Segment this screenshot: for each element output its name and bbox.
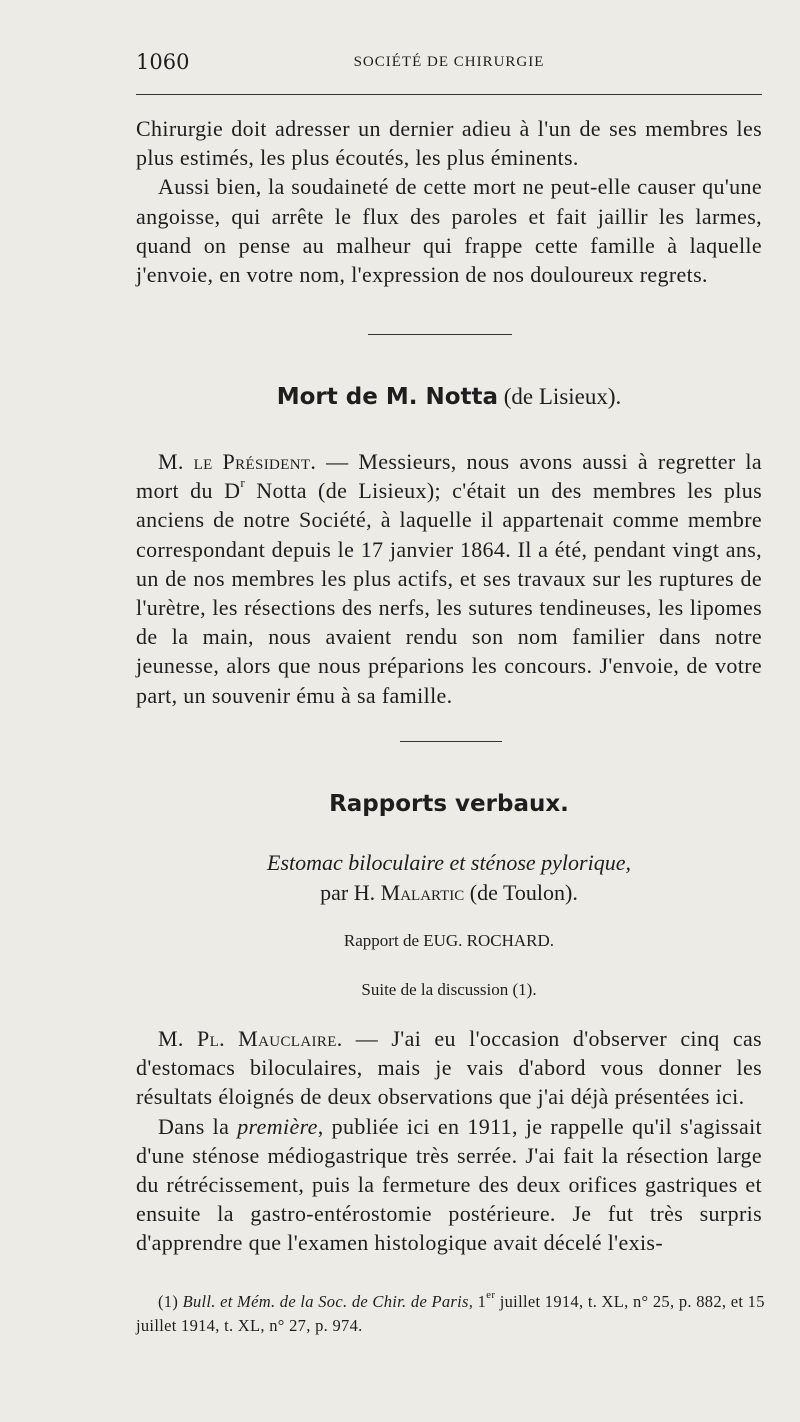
footnote-superscript: er (486, 1289, 496, 1301)
mauclaire-text (136, 1024, 762, 1258)
notta-heading (136, 384, 762, 410)
header-rule (136, 94, 762, 95)
notta-heading-place: (de Lisieux). (498, 384, 622, 409)
footnote-text-b: juillet 1914, t. XL, n° 25, p. 882, et 15 juillet 1914, t. XL, n° 27, p. 974. (136, 1292, 765, 1335)
mauclaire-paragraph-2 (136, 1112, 762, 1258)
speaker-mauclaire: M. Pl. Mauclaire. (158, 1026, 343, 1051)
page-header (136, 50, 762, 80)
author-prefix: par H. (320, 880, 381, 905)
rapports-heading-text: Rapports verbaux. (329, 791, 569, 817)
footnote-reference: Bull. et Mém. de la Soc. de Chir. de Paris, (182, 1292, 474, 1311)
intro-paragraph-1: Chirurgie doit adresser un dernier adieu à l'un de ses membres les plus estimés, les plus écoutés, les plus éminents. (136, 116, 762, 171)
report-subject: Estomac biloculaire et sténose pylorique, (267, 850, 631, 875)
footnote-text-a: 1 (473, 1292, 487, 1311)
mauclaire-text-2-italic: première (237, 1113, 318, 1139)
notta-text-b: Notta (de Lisieux); c'était un des membres les plus anciens de notre Société, à laquelle il appartenait comme membre correspondant depuis le 17 janvier 1864. Il a été, pendant vingt ans, un de nos membres les plus actifs, et ses travaux sur les ruptures de l'urètre, les résections des nerfs, les sutures tendineuses, les lipomes de la main, nous avaient rendu son nom familier dans notre jeunesse, alors que nous préparions les concours. J'envoie, de votre part, un souvenir ému à sa famille. (136, 478, 762, 708)
footnote (136, 1290, 776, 1338)
notta-heading-bold: Mort de M. Notta (276, 384, 499, 410)
report-reporter: Rapport de EUG. ROCHARD. (343, 931, 555, 950)
running-title: SOCIÉTÉ DE CHIRURGIE (353, 54, 545, 70)
notta-text-a: — Messieurs, nous avons aussi à regretter la mort du D (136, 449, 762, 504)
intro-paragraph-2: Aussi bien, la soudaineté de cette mort ne peut-elle causer qu'une angoisse, qui arrête le flux des paroles et fait jaillir les larmes, quand on pense au malheur qui frappe cette famille à laquelle j'envoie, en votre nom, l'expression de nos douloureux regrets. (136, 174, 762, 288)
section-separator (400, 741, 502, 742)
footnote-marker: (1) (158, 1292, 183, 1311)
speaker-president: M. le Président. (158, 449, 317, 474)
notta-text (136, 447, 762, 710)
intro-text (136, 114, 762, 289)
report-author (136, 880, 762, 906)
dr-superscript: r (240, 475, 245, 491)
mauclaire-text-2b: , publiée ici en 1911, je rappelle qu'il s'agissait d'une sténose médiogastrique très serrée. J'ai fait la résection large du rétrécissement, puis la fermeture des deux orifices gastriques et ensuite la gastro-entérostomie postérieure. Je fut très surpris d'apprendre que l'examen histologique avait décelé l'exis- (136, 1113, 762, 1256)
author-name: Malartic (380, 880, 465, 905)
rapports-heading (136, 791, 762, 817)
notta-paragraph (136, 447, 762, 710)
section-separator (368, 334, 512, 335)
author-suffix: (de Toulon). (464, 880, 578, 905)
discussion-note: Suite de la discussion (1). (361, 980, 537, 999)
page-number: 1060 (136, 50, 190, 74)
mauclaire-paragraph-1 (136, 1024, 762, 1112)
mauclaire-text-2a: Dans la (158, 1113, 238, 1139)
mauclaire-text-1: — J'ai eu l'occasion d'observer cinq cas d'estomacs biloculaires, mais je vais d'abord vous donner les résultats éloignés de deux observations que j'ai déjà présentées ici. (136, 1026, 762, 1110)
